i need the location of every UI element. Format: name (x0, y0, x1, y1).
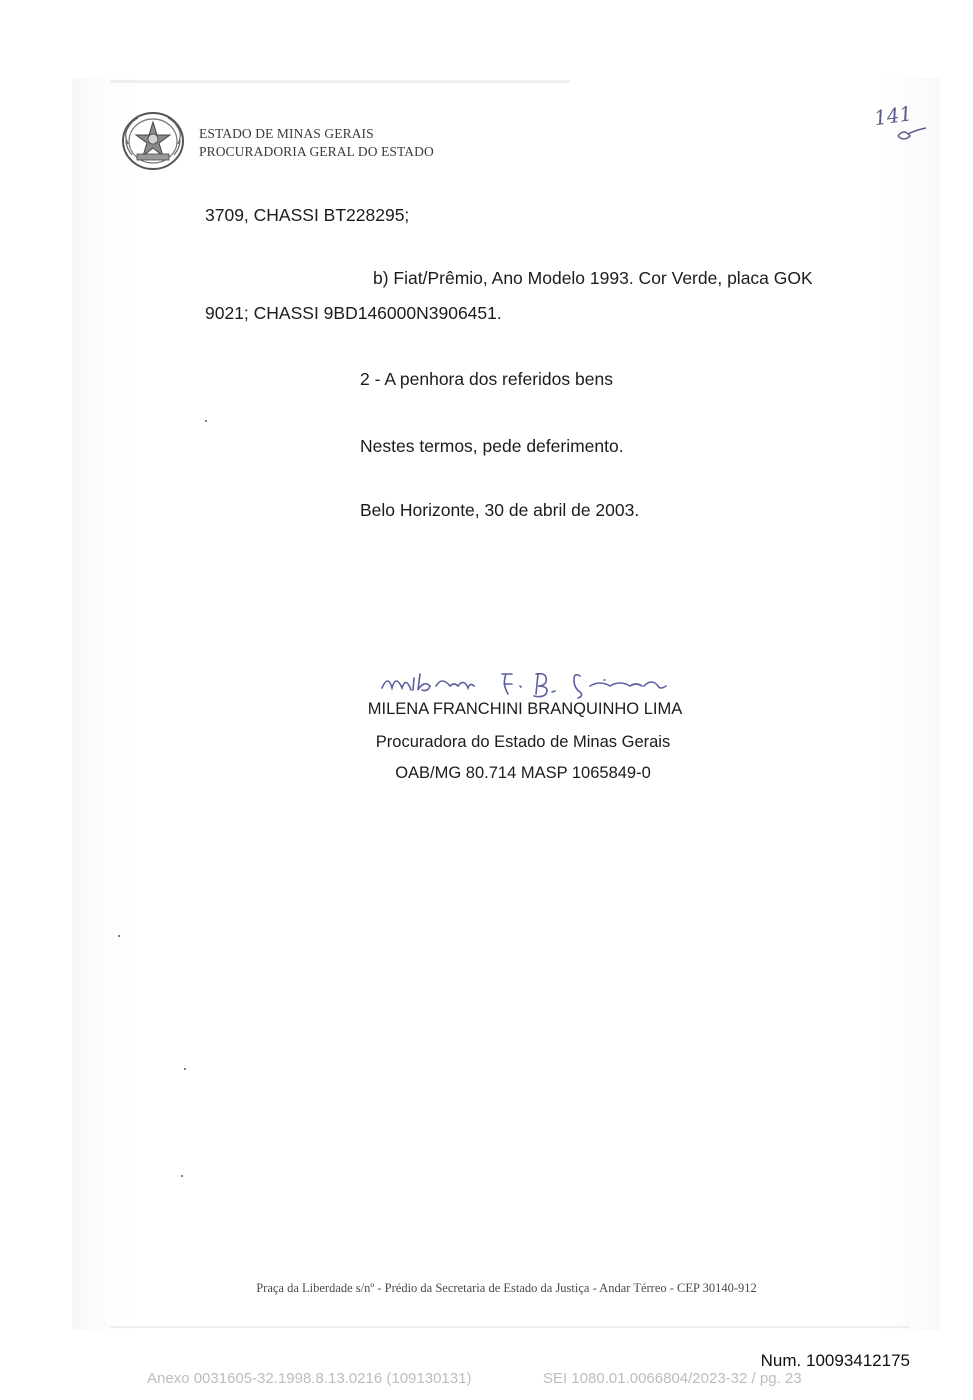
chassis-line: 3709, CHASSI BT228295; (205, 205, 410, 225)
handwritten-signature (376, 664, 676, 704)
sei-stamp: SEI 1080.01.0066804/2023-32 / pg. 23 (543, 1370, 802, 1387)
page-number: 141 (872, 101, 914, 131)
stray-mark (184, 1068, 186, 1070)
signer-name: MILENA FRANCHINI BRANQUINHO LIMA (367, 700, 683, 718)
footer-address: Praça da Liberdade s/nº - Prédio da Secretaria de Estado da Justiça - Andar Térreo - CEP 30140-912 (256, 1281, 757, 1295)
item-b-line1: b) Fiat/Prêmio, Ano Modelo 1993. Cor Verde, placa GOK (373, 268, 813, 288)
handwritten-page-number (868, 96, 938, 152)
letterhead-office: PROCURADORIA GERAL DO ESTADO (199, 144, 434, 159)
stray-mark (205, 420, 207, 422)
document-number: Num. 10093412175 (760, 1351, 910, 1370)
scan-edge-line (110, 1326, 910, 1328)
place-date: Belo Horizonte, 30 de abril de 2003. (360, 500, 640, 520)
annex-stamp: Anexo 0031605-32.1998.8.13.0216 (109130131) (147, 1370, 472, 1387)
letterhead-state: ESTADO DE MINAS GERAIS (199, 126, 374, 141)
signer-title: Procuradora do Estado de Minas Gerais (375, 733, 671, 751)
closing-line: Nestes termos, pede deferimento. (360, 436, 624, 456)
scan-edge-line (110, 80, 570, 83)
signer-registration: OAB/MG 80.714 MASP 1065849-0 (395, 764, 651, 782)
stray-mark (118, 935, 120, 937)
item-2: 2 - A penhora dos referidos bens (360, 369, 613, 389)
item-b-line2: 9021; CHASSI 9BD146000N3906451. (205, 303, 502, 323)
coat-of-arms-seal-icon (120, 110, 186, 172)
letterhead (199, 125, 434, 161)
stray-mark (181, 1175, 183, 1177)
